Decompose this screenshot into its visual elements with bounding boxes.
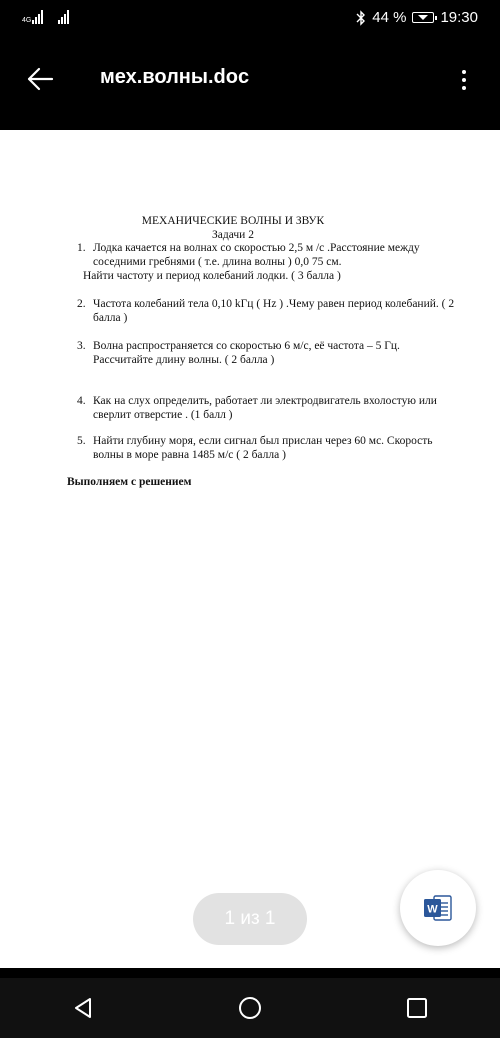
footer-note: Выполняем с решением: [67, 476, 192, 488]
word-fab-label: W: [427, 903, 438, 916]
task-extra-line: Найти частоту и период колебаний лодки. ( 3 балла ): [83, 270, 341, 282]
task-item-5: [77, 434, 477, 462]
task-line: Лодка качается на волнах со скоростью 2,5 м /с .Расстояние между: [93, 242, 420, 254]
document-page: [0, 130, 500, 968]
task-line: сверлит отверстие . (1 балл ): [93, 409, 233, 421]
network-type-label: 4G: [22, 17, 32, 24]
battery-percent: 44 %: [372, 9, 407, 26]
word-app-icon: [422, 893, 454, 923]
document-title: мех.волны.doc: [100, 66, 250, 88]
task-line: соседними гребнями ( т.е. длина волны ) 0,0 75 см.: [93, 256, 342, 268]
task-item-2: [77, 297, 477, 325]
status-time: 19:30: [440, 9, 478, 26]
task-number: 3.: [77, 340, 86, 352]
task-line: Найти глубину моря, если сигнал был прислан через 60 мс. Скорость: [93, 435, 433, 447]
task-item-1: [77, 241, 477, 283]
nav-recents-button[interactable]: [333, 978, 500, 1038]
doc-subheading: Задачи 2: [212, 229, 254, 241]
task-number: 2.: [77, 298, 86, 310]
open-in-word-button[interactable]: [400, 870, 476, 946]
more-vert-icon: [462, 70, 466, 74]
signal-icon: [22, 10, 43, 24]
task-number: 4.: [77, 395, 86, 407]
task-item-4: [77, 394, 477, 422]
nav-back-button[interactable]: [0, 978, 167, 1038]
more-options-button[interactable]: [452, 62, 476, 98]
task-line: Рассчитайте длину волны. ( 2 балла ): [93, 354, 275, 366]
task-line: Волна распространяется со скоростью 6 м/с, её частота – 5 Гц.: [93, 340, 400, 352]
nav-home-button[interactable]: [167, 978, 334, 1038]
back-arrow-icon: [26, 67, 54, 91]
nav-home-icon: [238, 996, 262, 1020]
task-line: балла ): [93, 312, 128, 324]
task-line: волны в море равна 1485 м/с ( 2 балла ): [93, 449, 286, 461]
battery-icon: [412, 12, 434, 23]
signal-icon-2: [58, 10, 69, 24]
page-indicator: 1 из 1: [193, 893, 307, 945]
back-button[interactable]: [20, 60, 60, 98]
status-bar: [0, 0, 500, 40]
bluetooth-icon: [356, 10, 366, 26]
document-viewer[interactable]: [0, 130, 500, 968]
navigation-bar: [0, 978, 500, 1038]
task-item-3: [77, 339, 477, 367]
task-number: 1.: [77, 242, 86, 254]
task-line: Частота колебаний тела 0,10 kГц ( Hz ) .Чему равен период колебаний. ( 2: [93, 298, 455, 310]
task-line: Как на слух определить, работает ли электродвигатель вхолостую или: [93, 395, 437, 407]
nav-back-icon: [73, 997, 93, 1019]
doc-heading: МЕХАНИЧЕСКИЕ ВОЛНЫ И ЗВУК: [141, 215, 325, 227]
app-toolbar: [0, 40, 500, 118]
nav-recents-icon: [406, 997, 428, 1019]
task-number: 5.: [77, 435, 86, 447]
